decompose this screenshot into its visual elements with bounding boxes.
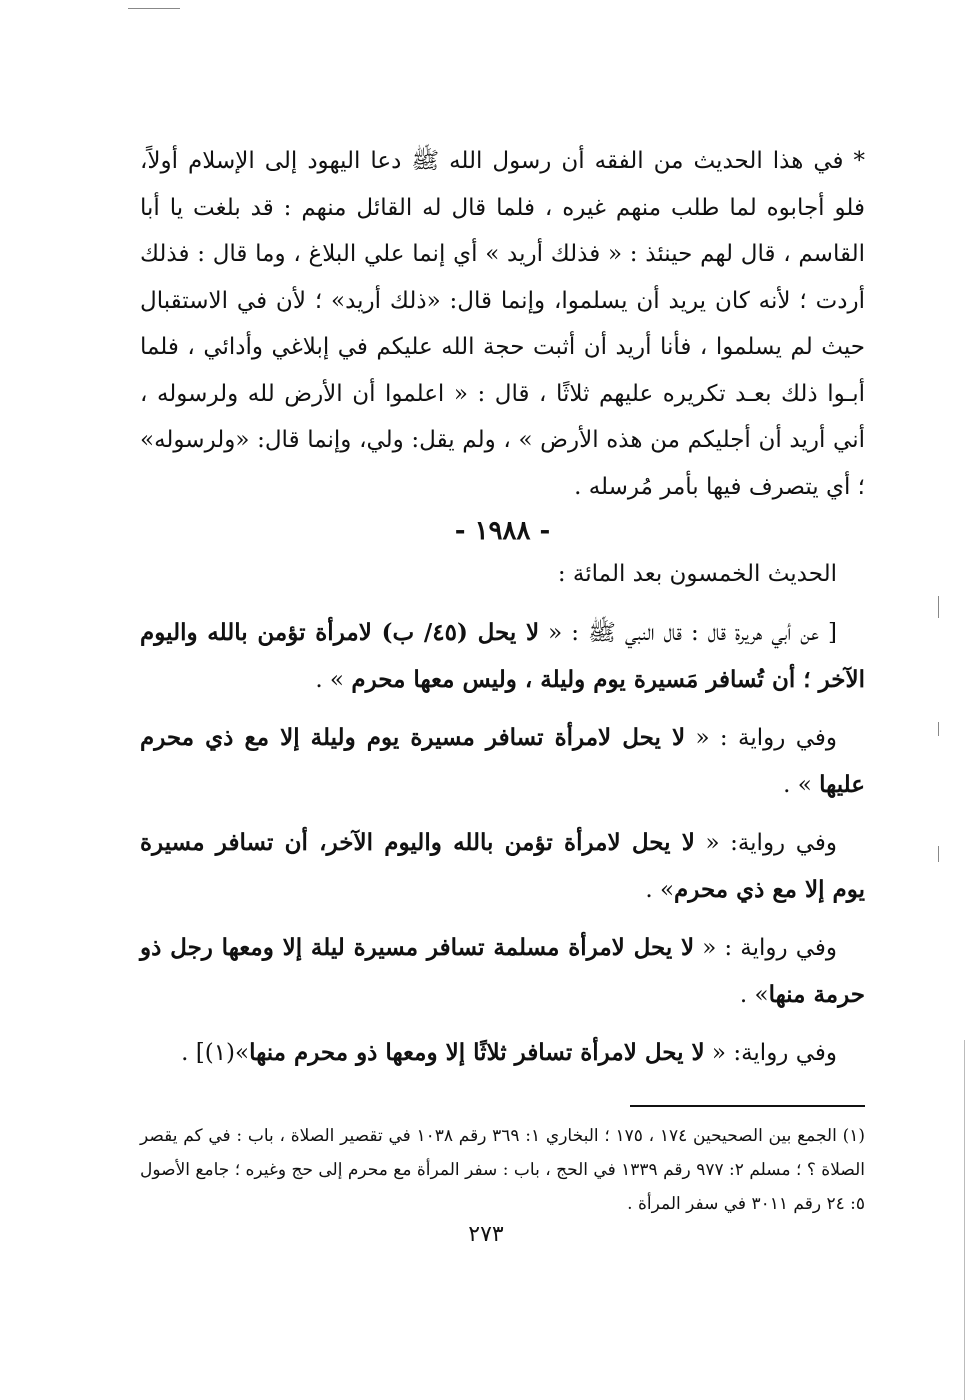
hadith-2-suffix: » . [783,771,820,798]
intro-paragraph: * في هذا الحديث من الفقه أن رسول الله ﷺ دعا اليهود إلى الإسلام أولاً، فلو أجابوه لما طلب منهم غيره ، فلما قال له القائل منهم : قد بلغت يا أبا القاسم ، قال لهم حينئذ : « فذلك أريد » أي إنما علي البلاغ ، وما قال : فذلك أردت ؛ لأنه كان يريد أن يسلموا، وإنما قال: «ذلك أريد» ؛ لأن في الاستقبال حيث لم يسلموا ، فأنا أريد أن أثبت حجة الله عليكم في إبلاغي وأدائي ، فلما أبـوا ذلك بعـد تكريره عليهم ثلاثًا ، قال : « اعلموا أن الأرض لله ولرسوله ، أني أريد أن أجليكم من هذه الأرض » ، ولم يقل: ولي، وإنما قال: «ولرسوله» ؛ أي يتصرف فيها بأمر مُرسله . [140,148,865,500]
hadith-5-text: لا يحل لامرأة تسافر ثلاثًا إلا ومعها ذو محرم منها [249,1039,705,1066]
hadith-2-prefix: وفي رواية : « [685,725,837,751]
scan-mark-right-3 [938,846,939,862]
footnote: (١) الجمع بين الصحيحين ١٧٤ ، ١٧٥ ؛ البخاري ١: ٣٦٩ رقم ١٠٣٨ في تقصير الصلاة ، باب : في كم يقصر الصلاة ؟ ؛ مسلم ٢: ٩٧٧ رقم ١٣٣٩ في الحج ، باب : سفر المرأة مع محرم إلى حج وغيره ؛ جامع الأصول ٥: ٢٤ رقم ٣٠١١ في سفر المرأة . [140,1125,865,1214]
hadith-3-suffix: » . [645,876,675,903]
hadith-1-text: لا يحل (٤٥/ ب) لامرأة تؤمن بالله واليوم الآخر ؛ أن تُسافر مَسيرة يوم وليلة ، وليس معها محرم [140,619,865,693]
page-number: ٢٧٣ [468,1222,504,1247]
hadith-narration-5 [140,1030,865,1077]
hadith-5-prefix: وفي رواية: « [704,1040,837,1066]
scan-mark-top [128,8,180,9]
page-body [140,138,865,1221]
hadith-4-text: لا يحل لامرأة مسلمة تسافر مسيرة ليلة إلا ومعها رجل ذو حرمة منها [140,934,865,1008]
section-number: - ١٩٨٨ - [454,516,551,546]
hadith-4-suffix: » . [739,981,769,1008]
hadith-narration-4 [140,925,865,1018]
hadith-narration-1 [140,610,865,703]
scan-mark-right-1 [938,596,939,618]
hadith-title: الحديث الخمسون بعد المائة : [557,561,837,587]
hadith-2-text: لا يحل لامرأة تسافر مسيرة يوم وليلة إلا مع ذي محرم عليها [140,724,865,798]
hadith-narration-3 [140,820,865,913]
hadith-3-prefix: وفي رواية: « [694,830,837,856]
hadith-1-prefix: [ عن أبي هريرة قال : قال النبي ﷺ : « [539,620,837,646]
hadith-3-text: لا يحل لامرأة تؤمن بالله واليوم الآخر، أن تسافر مسيرة يوم إلا مع ذي محرم [140,829,865,903]
hadith-narration-2 [140,715,865,808]
scan-edge-right [964,1040,965,1400]
scan-mark-right-2 [938,722,939,736]
hadith-1-suffix: » . [315,666,352,693]
hadith-4-prefix: وفي رواية : « [694,935,837,961]
hadith-5-suffix: »(١)] . [181,1040,250,1066]
footnote-separator [630,1105,865,1107]
